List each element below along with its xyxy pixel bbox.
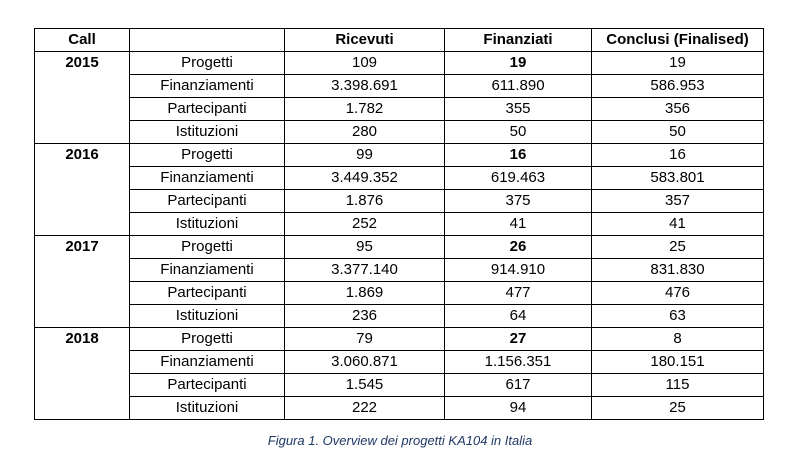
conclusi-cell: 586.953: [592, 75, 764, 98]
conclusi-cell: 583.801: [592, 167, 764, 190]
table-row: [35, 374, 764, 397]
table-row: [35, 144, 764, 167]
table-row: [35, 213, 764, 236]
finanziati-cell: 477: [445, 282, 592, 305]
finanziati-cell: 617: [445, 374, 592, 397]
ricevuti-cell: 79: [285, 328, 445, 351]
conclusi-cell: 16: [592, 144, 764, 167]
metric-cell: Progetti: [130, 236, 285, 259]
metric-cell: Partecipanti: [130, 374, 285, 397]
ricevuti-cell: 3.060.871: [285, 351, 445, 374]
metric-cell: Istituzioni: [130, 397, 285, 420]
table-row: [35, 351, 764, 374]
conclusi-cell: 356: [592, 98, 764, 121]
metric-cell: Progetti: [130, 144, 285, 167]
metric-cell: Finanziamenti: [130, 167, 285, 190]
ricevuti-cell: 252: [285, 213, 445, 236]
finanziati-cell: 64: [445, 305, 592, 328]
table-row: [35, 98, 764, 121]
finanziati-cell: 26: [445, 236, 592, 259]
ricevuti-cell: 1.869: [285, 282, 445, 305]
finanziati-cell: 19: [445, 52, 592, 75]
year-cell: 2018: [35, 328, 130, 420]
data-table: [34, 28, 764, 420]
year-cell: 2016: [35, 144, 130, 236]
header-metric: [130, 29, 285, 52]
conclusi-cell: 25: [592, 397, 764, 420]
finanziati-cell: 94: [445, 397, 592, 420]
metric-cell: Finanziamenti: [130, 259, 285, 282]
header-conclusi: Conclusi (Finalised): [592, 29, 764, 52]
conclusi-cell: 19: [592, 52, 764, 75]
finanziati-cell: 375: [445, 190, 592, 213]
finanziati-cell: 611.890: [445, 75, 592, 98]
ricevuti-cell: 1.876: [285, 190, 445, 213]
metric-cell: Partecipanti: [130, 282, 285, 305]
conclusi-cell: 63: [592, 305, 764, 328]
ricevuti-cell: 3.449.352: [285, 167, 445, 190]
metric-cell: Istituzioni: [130, 121, 285, 144]
ricevuti-cell: 280: [285, 121, 445, 144]
metric-cell: Istituzioni: [130, 305, 285, 328]
table-row: [35, 121, 764, 144]
table-row: [35, 397, 764, 420]
ricevuti-cell: 1.782: [285, 98, 445, 121]
ricevuti-cell: 99: [285, 144, 445, 167]
conclusi-cell: 41: [592, 213, 764, 236]
finanziati-cell: 619.463: [445, 167, 592, 190]
conclusi-cell: 8: [592, 328, 764, 351]
metric-cell: Partecipanti: [130, 98, 285, 121]
metric-cell: Istituzioni: [130, 213, 285, 236]
metric-cell: Finanziamenti: [130, 351, 285, 374]
table-row: [35, 236, 764, 259]
table-row: [35, 305, 764, 328]
conclusi-cell: 180.151: [592, 351, 764, 374]
header-finanziati: Finanziati: [445, 29, 592, 52]
conclusi-cell: 476: [592, 282, 764, 305]
header-call: Call: [35, 29, 130, 52]
year-cell: 2017: [35, 236, 130, 328]
figure-caption: Figura 1. Overview dei progetti KA104 in Italia: [267, 433, 533, 448]
metric-cell: Progetti: [130, 328, 285, 351]
finanziati-cell: 27: [445, 328, 592, 351]
finanziati-cell: 1.156.351: [445, 351, 592, 374]
table-row: [35, 75, 764, 98]
ricevuti-cell: 222: [285, 397, 445, 420]
ricevuti-cell: 236: [285, 305, 445, 328]
header-row: [35, 29, 764, 52]
conclusi-cell: 357: [592, 190, 764, 213]
table-row: [35, 259, 764, 282]
conclusi-cell: 50: [592, 121, 764, 144]
table-row: [35, 52, 764, 75]
table-row: [35, 167, 764, 190]
ricevuti-cell: 1.545: [285, 374, 445, 397]
finanziati-cell: 16: [445, 144, 592, 167]
finanziati-cell: 41: [445, 213, 592, 236]
finanziati-cell: 914.910: [445, 259, 592, 282]
ricevuti-cell: 95: [285, 236, 445, 259]
year-cell: 2015: [35, 52, 130, 144]
ricevuti-cell: 109: [285, 52, 445, 75]
metric-cell: Finanziamenti: [130, 75, 285, 98]
finanziati-cell: 355: [445, 98, 592, 121]
conclusi-cell: 25: [592, 236, 764, 259]
table-row: [35, 282, 764, 305]
finanziati-cell: 50: [445, 121, 592, 144]
conclusi-cell: 831.830: [592, 259, 764, 282]
conclusi-cell: 115: [592, 374, 764, 397]
metric-cell: Partecipanti: [130, 190, 285, 213]
table-row: [35, 190, 764, 213]
ricevuti-cell: 3.398.691: [285, 75, 445, 98]
header-ricevuti: Ricevuti: [285, 29, 445, 52]
ricevuti-cell: 3.377.140: [285, 259, 445, 282]
table-row: [35, 328, 764, 351]
metric-cell: Progetti: [130, 52, 285, 75]
